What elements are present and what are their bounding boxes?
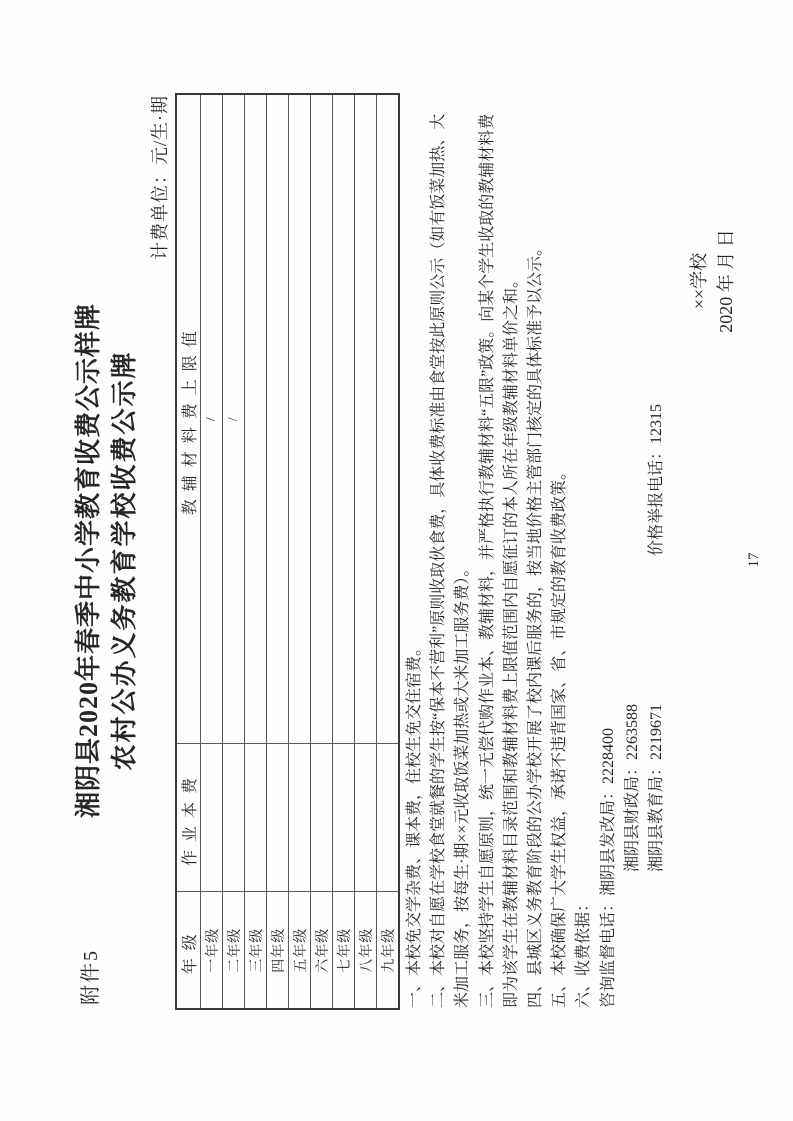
table-row [245,94,267,1009]
note-line: 六、收费依据： [575,895,593,1008]
workbook-fee-cell [333,744,355,892]
note-line-finance-phone: 湘阴县财政局：2263588 [623,703,641,872]
grade-cell: 七年级 [333,892,355,1009]
material-limit-cell [311,94,333,744]
material-limit-cell [333,94,355,744]
table-row [377,94,400,1009]
col-header-material-fee-limit: 教辅材料费上限值 [176,94,201,744]
page-number: 17 [746,552,762,568]
col-header-grade: 年级 [176,892,201,1009]
material-limit-cell [289,94,311,744]
signature-block [686,161,740,401]
grade-cell: 三年级 [245,892,267,1009]
signature-date: 2020 年 月 日 [716,229,736,333]
workbook-fee-cell [377,744,400,892]
grade-cell: 四年级 [267,892,289,1009]
workbook-fee-cell [201,744,223,892]
table-row [267,94,289,1009]
note-line: 米加工服务，按每生·期××元收取饭菜加热或大米加工服务费）。 [454,560,472,1008]
grade-cell: 一年级 [201,892,223,1009]
grade-cell: 六年级 [311,892,333,1009]
note-line: 即为该学生在教辅材料目录范围和教辅材料费上限值范围内自愿征订的本人所在年级教辅材料单价之和。 [502,271,520,1008]
grade-cell: 八年级 [355,892,377,1009]
note-line: 一、本校免交学杂费、课本费，住校生免交住宿费。 [406,639,423,1008]
material-limit-cell [377,94,400,744]
table-row [289,94,311,1009]
material-limit-cell [245,94,267,744]
grade-cell: 五年级 [289,892,311,1009]
workbook-fee-cell [289,744,311,892]
material-limit-cell [355,94,377,744]
table-row [201,94,223,1009]
material-limit-cell: / [223,94,245,744]
note-line-consult-phone: 咨询监督电话：湘阴县发改局：2228400 [599,727,617,1008]
col-header-workbook-fee: 作业本费 [176,744,201,892]
attachment-label: 附件5 [80,949,102,1005]
table-row [311,94,333,1009]
grade-cell: 九年级 [377,892,400,1009]
note-line: 四、县城区义务教育阶段的公办学校开展了校内课后服务的，按当地价格主管部门核定的具体标准予以公示。 [527,239,545,1008]
material-limit-cell: / [201,94,223,744]
material-limit-cell [267,94,289,744]
note-line: 五、本校确保广大学生权益，承诺不违背国家、省、市规定的教育收费政策。 [551,463,569,1008]
document-title-line1: 湘阴县2020年春季中小学教育收费公示样牌 [74,303,103,819]
table-row [333,94,355,1009]
workbook-fee-cell [311,744,333,892]
grade-cell: 二年级 [223,892,245,1009]
note-line-education-phone [645,48,669,1008]
workbook-fee-cell [267,744,289,892]
workbook-fee-cell [223,744,245,892]
fee-table [175,93,400,1010]
school-signature: ××学校 [689,252,709,310]
document-title-line2: 农村公办义务教育学校收费公示牌 [110,350,139,771]
table-header-row [176,94,201,1009]
billing-unit-note: 计费单位：元/生·期 [150,95,170,260]
workbook-fee-cell [245,744,267,892]
workbook-fee-cell [355,744,377,892]
note-line: 三、本校坚持学生自愿原则，统一无偿代购作业本、教辅材料，并严格执行教辅材料“五限”政策。向某个学生收取的教辅材料费 [478,113,496,1008]
price-report-hotline: 价格举报电话：12315 [648,403,666,556]
table-row [355,94,377,1009]
note-line: 二、本校对自愿在学校食堂就餐的学生按“保本不营利”原则收取伙食费，具体收费标准由食堂按此原则公示（如有饭菜加热、大 [430,113,448,1008]
notes-section [403,48,669,1008]
table-row [223,94,245,1009]
education-bureau-phone: 湘阴县教育局：2219671 [648,703,666,872]
